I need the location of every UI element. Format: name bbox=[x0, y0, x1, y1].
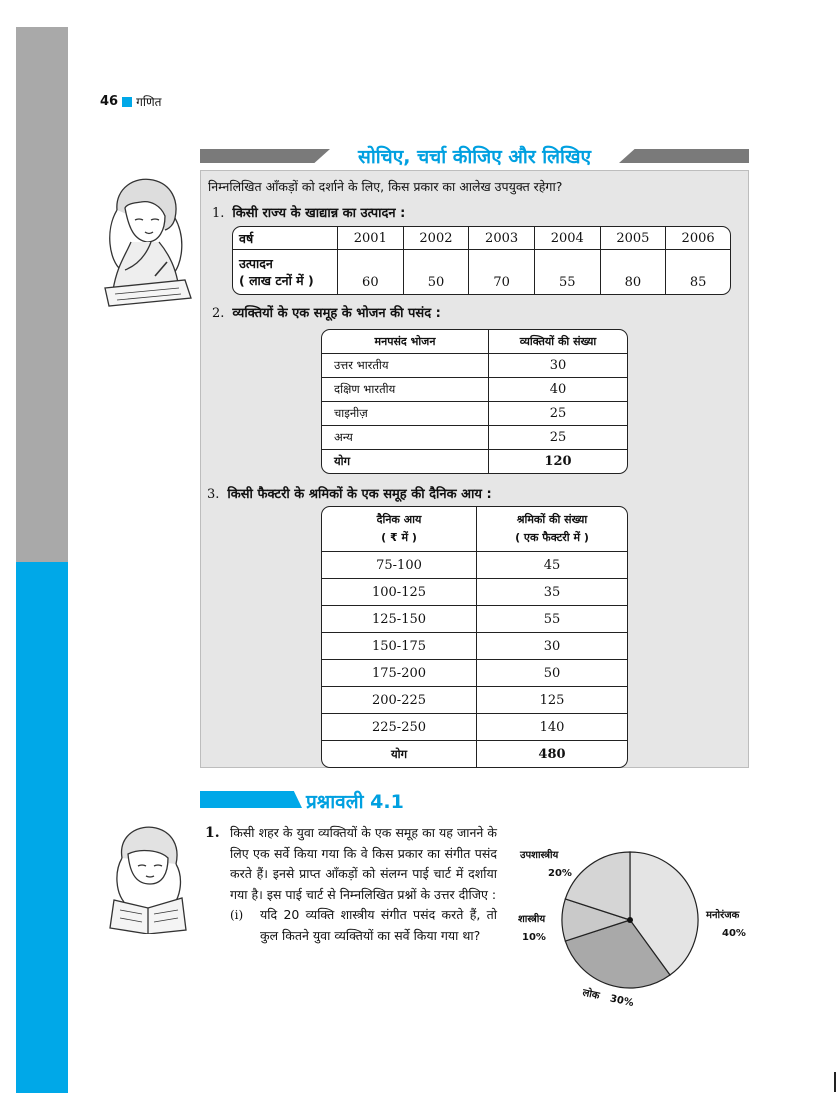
table-total-row bbox=[322, 741, 627, 767]
table-cell: 80 bbox=[601, 250, 667, 294]
sub-question-label: (i) bbox=[230, 908, 244, 922]
pie-label-lok-group bbox=[580, 985, 634, 1009]
table-row bbox=[322, 633, 627, 660]
table-row bbox=[233, 250, 730, 294]
music-preference-pie-chart bbox=[500, 840, 780, 1020]
title-bar-left bbox=[200, 149, 330, 163]
table-cell: अन्य bbox=[322, 426, 489, 450]
table-cell: 25 bbox=[489, 426, 627, 450]
question-1 bbox=[212, 203, 405, 221]
pie-value-shastriya: 10% bbox=[522, 932, 546, 943]
reading-girl-illustration bbox=[100, 822, 195, 934]
table-cell: 2006 bbox=[666, 227, 730, 250]
table-cell: 2002 bbox=[404, 227, 470, 250]
table-cell: 30 bbox=[477, 633, 627, 660]
table-cell: 200-225 bbox=[322, 687, 477, 714]
pie-label-lok: लोक bbox=[581, 987, 601, 1002]
page-number: 46 bbox=[100, 94, 119, 109]
table-cell: 50 bbox=[404, 250, 470, 294]
pie-label-upashastriya: उपशास्त्रीय bbox=[520, 850, 559, 861]
question-number: 2. bbox=[212, 306, 225, 321]
pie-label-shastriya: शास्त्रीय bbox=[518, 914, 546, 925]
exercise-question-1 bbox=[205, 823, 497, 946]
pie-value-upashastriya: 20% bbox=[548, 868, 572, 879]
table-cell: 40 bbox=[489, 378, 627, 402]
table-row bbox=[322, 606, 627, 633]
pie-value-lok: 30% bbox=[608, 993, 635, 1010]
row-label-year: वर्ष bbox=[233, 227, 338, 250]
table-cell: 45 bbox=[477, 552, 627, 579]
table-cell: 55 bbox=[535, 250, 601, 294]
side-strip-blue bbox=[16, 562, 68, 1093]
total-value: 480 bbox=[538, 746, 566, 762]
table-header-row bbox=[322, 507, 627, 552]
table-cell: 2004 bbox=[535, 227, 601, 250]
header-line: दैनिक आय bbox=[376, 513, 422, 526]
production-table bbox=[232, 226, 731, 295]
book-title: गणित bbox=[136, 95, 162, 109]
table-cell: 55 bbox=[477, 606, 627, 633]
header-square-icon bbox=[122, 97, 132, 107]
row-label-line: उत्पादन bbox=[239, 256, 273, 271]
table-cell: उत्तर भारतीय bbox=[322, 354, 489, 378]
column-header bbox=[322, 507, 477, 552]
question-text: किसी फैक्टरी के श्रमिकों के एक समूह की दैनिक आय : bbox=[227, 487, 492, 502]
table-row bbox=[233, 227, 730, 250]
table-row bbox=[322, 714, 627, 741]
table-cell: 2001 bbox=[338, 227, 404, 250]
table-header-row bbox=[322, 330, 627, 354]
table-row bbox=[322, 354, 627, 378]
table-row bbox=[322, 687, 627, 714]
think-box-heading: सोचिए, चर्चा कीजिए और लिखिए bbox=[357, 146, 591, 168]
question-number: 3. bbox=[207, 487, 220, 502]
thinking-girl-illustration bbox=[95, 170, 195, 310]
think-box-title bbox=[200, 143, 749, 167]
total-label: योग bbox=[322, 450, 489, 473]
table-cell: 25 bbox=[489, 402, 627, 426]
total-label: योग bbox=[322, 741, 477, 767]
table-cell: 70 bbox=[469, 250, 535, 294]
table-cell: 85 bbox=[689, 275, 707, 290]
header-line: ( ₹ में ) bbox=[381, 531, 417, 544]
table-row bbox=[322, 378, 627, 402]
table-row bbox=[322, 552, 627, 579]
question-text: किसी राज्य के खाद्यान्न का उत्पादन : bbox=[232, 206, 406, 221]
table-row bbox=[322, 579, 627, 606]
table-cell: 140 bbox=[477, 714, 627, 741]
side-strip-gray bbox=[16, 27, 68, 562]
food-preference-table bbox=[321, 329, 628, 474]
question-2 bbox=[212, 303, 441, 321]
table-cell: 30 bbox=[489, 354, 627, 378]
total-value: 120 bbox=[544, 454, 572, 469]
table-row bbox=[322, 426, 627, 450]
table-cell: 175-200 bbox=[322, 660, 477, 687]
table-cell: 150-175 bbox=[322, 633, 477, 660]
page-header bbox=[100, 93, 161, 110]
table-cell: 100-125 bbox=[322, 579, 477, 606]
row-label-line: ( लाख टनों में ) bbox=[239, 273, 314, 288]
table-cell: 225-250 bbox=[322, 714, 477, 741]
table-cell: 50 bbox=[477, 660, 627, 687]
table-cell: दक्षिण भारतीय bbox=[322, 378, 489, 402]
table-cell: 125 bbox=[477, 687, 627, 714]
row-label-production bbox=[233, 250, 338, 294]
question-3 bbox=[207, 484, 492, 502]
pie-value-manoranjak: 40% bbox=[722, 928, 746, 939]
title-bar-right bbox=[619, 149, 749, 163]
header-line: श्रमिकों की संख्या bbox=[516, 513, 588, 526]
exercise-title-bar bbox=[200, 791, 302, 808]
table-row bbox=[322, 402, 627, 426]
table-cell: 35 bbox=[477, 579, 627, 606]
table-cell: चाइनीज़ bbox=[322, 402, 489, 426]
sub-question-i bbox=[230, 905, 497, 946]
think-box-intro: निम्नलिखित आँकड़ों को दर्शाने के लिए, किस प्रकार का आलेख उपयुक्त रहेगा? bbox=[208, 179, 563, 194]
table-total-row bbox=[322, 450, 627, 473]
question-number: 1. bbox=[205, 825, 220, 841]
pie-label-manoranjak: मनोरंजक bbox=[706, 910, 740, 921]
pie-center-dot bbox=[627, 917, 633, 923]
table-row bbox=[322, 660, 627, 687]
exercise-heading: प्रश्नावली 4.1 bbox=[306, 791, 404, 813]
table-cell: 60 bbox=[338, 250, 404, 294]
header-line: ( एक फैक्टरी में ) bbox=[515, 531, 589, 544]
question-number: 1. bbox=[212, 206, 225, 221]
crop-mark bbox=[834, 1072, 836, 1092]
question-text: व्यक्तियों के एक समूह के भोजन की पसंद : bbox=[232, 306, 441, 321]
table-cell: 125-150 bbox=[322, 606, 477, 633]
table-cell: 75-100 bbox=[322, 552, 477, 579]
table-cell: 2003 bbox=[469, 227, 535, 250]
column-header bbox=[477, 507, 627, 552]
exercise-title bbox=[200, 788, 440, 812]
column-header: व्यक्तियों की संख्या bbox=[489, 330, 627, 354]
sub-question-text: यदि 20 व्यक्ति शास्त्रीय संगीत पसंद करते हैं, तो कुल कितने युवा व्यक्तियों का सर्वे किया गया था? bbox=[260, 907, 497, 943]
question-text: किसी शहर के युवा व्यक्तियों के एक समूह का यह जानने के लिए एक सर्वे किया गया कि वे किस प्रकार का संगीत पसंद करते हैं। इनसे प्राप्त आँकड़ों को संलग्न पाई चार्ट में दर्शाया गया है। इस पाई चार्ट से निम्नलिखित प्रश्नों के उत्तर दीजिए : bbox=[230, 825, 497, 902]
table-cell: 2005 bbox=[601, 227, 667, 250]
daily-income-table bbox=[321, 506, 628, 768]
column-header: मनपसंद भोजन bbox=[322, 330, 489, 354]
